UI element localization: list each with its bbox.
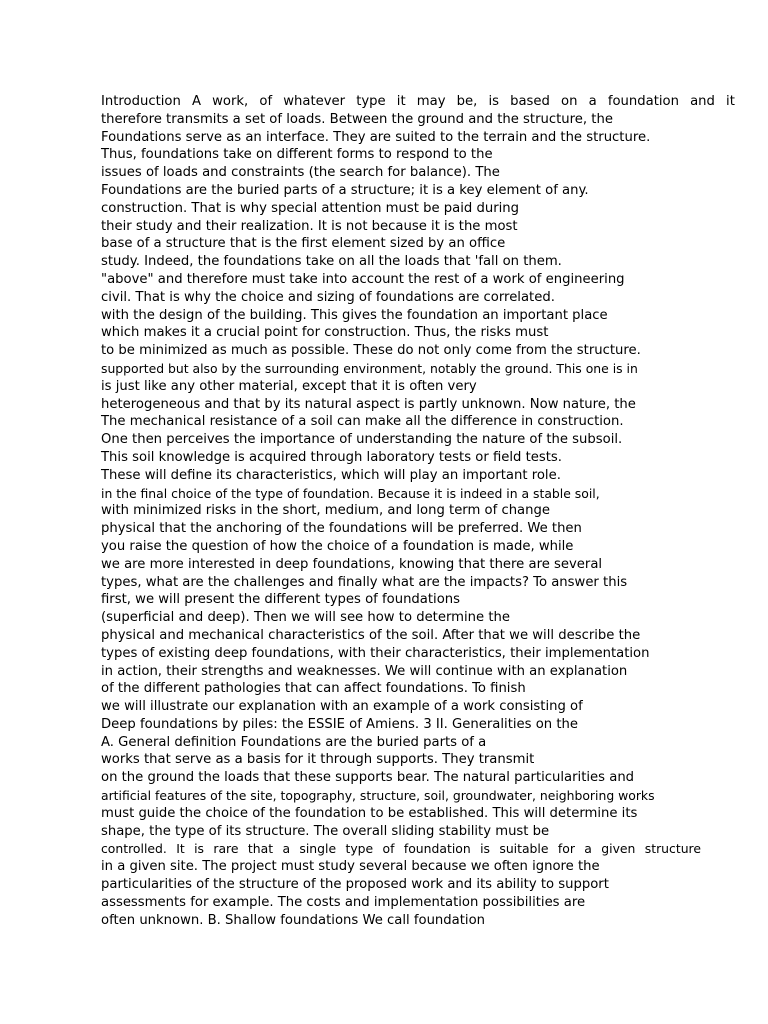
word: may (416, 94, 446, 109)
text-line: One then perceives the importance of understanding the nature of the subsoil. (101, 432, 623, 448)
text-line: civil. That is why the choice and sizing of foundations are correlated. (101, 289, 555, 305)
text-line: artificial features of the site, topography, structure, soil, groundwater, neighboring works (101, 788, 655, 804)
word: suitable (499, 841, 549, 857)
text-line-justified (101, 93, 735, 111)
text-line: of the different pathologies that can affect foundations. To finish (101, 681, 526, 697)
word: be, (456, 94, 478, 109)
text-line: their study and their realization. It is not because it is the most (101, 218, 518, 234)
text-line: These will define its characteristics, which will play an important role. (101, 467, 561, 483)
word: and (690, 94, 715, 109)
text-line: types, what are the challenges and finally what are the impacts? To answer this (101, 574, 628, 590)
word: a (282, 841, 291, 857)
text-line: works that serve as a basis for it through supports. They transmit (101, 752, 535, 768)
text-line: in a given site. The project must study several because we often ignore the (101, 859, 600, 875)
text-line: we are more interested in deep foundations, knowing that there are several (101, 556, 603, 572)
word: A (191, 94, 202, 109)
text-line-justified (101, 840, 701, 858)
word: work, (212, 94, 249, 109)
text-line: construction. That is why special attention must be paid during (101, 200, 520, 216)
word: structure (644, 841, 701, 857)
text-line: on the ground the loads that these supports bear. The natural particularities and (101, 770, 635, 786)
text-line: particularities of the structure of the proposed work and its ability to support (101, 877, 609, 893)
text-line: Thus, foundations take on different forms to respond to the (101, 147, 493, 163)
text-line: must guide the choice of the foundation to be established. This will determine its (101, 805, 638, 821)
text-line: Foundations serve as an interface. They are suited to the terrain and the structure. (101, 129, 651, 145)
text-line: Deep foundations by piles: the ESSIE of Amiens. 3 II. Generalities on the (101, 716, 578, 732)
word: of (382, 841, 395, 857)
text-line: with minimized risks in the short, medium, and long term of change (101, 503, 550, 519)
text-line: therefore transmits a set of loads. Between the ground and the structure, the (101, 111, 613, 127)
text-line: heterogeneous and that by its natural aspect is partly unknown. Now nature, the (101, 396, 636, 412)
text-line: in the final choice of the type of foundation. Because it is indeed in a stable soil, (101, 485, 600, 501)
text-line: we will illustrate our explanation with an example of a work consisting of (101, 699, 583, 715)
text-line: supported but also by the surrounding environment, notably the ground. This one is in (101, 360, 638, 376)
text-line: study. Indeed, the foundations take on all the loads that 'fall on them. (101, 254, 562, 270)
text-line: shape, the type of its structure. The overall sliding stability must be (101, 823, 550, 839)
text-line: first, we will present the different types of foundations (101, 592, 461, 608)
word: type (356, 94, 386, 109)
word: single (299, 841, 337, 857)
text-line: base of a structure that is the first element sized by an office (101, 236, 506, 252)
word: rare (213, 841, 239, 857)
word: whatever (283, 94, 346, 109)
word: It (176, 841, 185, 857)
word: of (259, 94, 273, 109)
text-line: The mechanical resistance of a soil can make all the difference in construction. (101, 414, 624, 430)
text-line: you raise the question of how the choice of a foundation is made, while (101, 538, 574, 554)
text-line: A. General definition Foundations are the buried parts of a (101, 734, 487, 750)
text-line: issues of loads and constraints (the search for balance). The (101, 165, 500, 181)
text-line: physical and mechanical characteristics of the soil. After that we will describe the (101, 627, 641, 643)
word: is (480, 841, 490, 857)
text-line: is just like any other material, except that it is often very (101, 378, 477, 394)
word: type (345, 841, 374, 857)
word: a (588, 94, 597, 109)
word: controlled. (101, 841, 167, 857)
word: is (194, 841, 204, 857)
word: based (510, 94, 550, 109)
word: on (561, 94, 578, 109)
word: for (557, 841, 575, 857)
text-line: This soil knowledge is acquired through laboratory tests or field tests. (101, 449, 562, 465)
text-line: assessments for example. The costs and implementation possibilities are (101, 894, 586, 910)
text-line: (superficial and deep). Then we will see how to determine the (101, 610, 510, 626)
word: a (584, 841, 592, 857)
text-line: types of existing deep foundations, with their characteristics, their implementation (101, 645, 650, 661)
text-line: which makes it a crucial point for construction. Thus, the risks must (101, 325, 549, 341)
text-line: Foundations are the buried parts of a structure; it is a key element of any. (101, 182, 589, 198)
text-line: in action, their strengths and weaknesses. We will continue with an explanation (101, 663, 628, 679)
word: given (601, 841, 636, 857)
text-line: with the design of the building. This gives the foundation an important place (101, 307, 608, 323)
text-line: "above" and therefore must take into account the rest of a work of engineering (101, 271, 625, 287)
text-line: often unknown. B. Shallow foundations We call foundation (101, 912, 486, 928)
word: that (247, 841, 274, 857)
text-line: physical that the anchoring of the foundations will be preferred. We then (101, 521, 582, 537)
word: is (488, 94, 499, 109)
word: it (396, 94, 406, 109)
word: foundation (403, 841, 471, 857)
word: Introduction (101, 94, 181, 109)
word: foundation (607, 94, 679, 109)
word: it (726, 94, 735, 109)
text-line: to be minimized as much as possible. These do not only come from the structure. (101, 343, 641, 359)
body-text (101, 93, 741, 929)
